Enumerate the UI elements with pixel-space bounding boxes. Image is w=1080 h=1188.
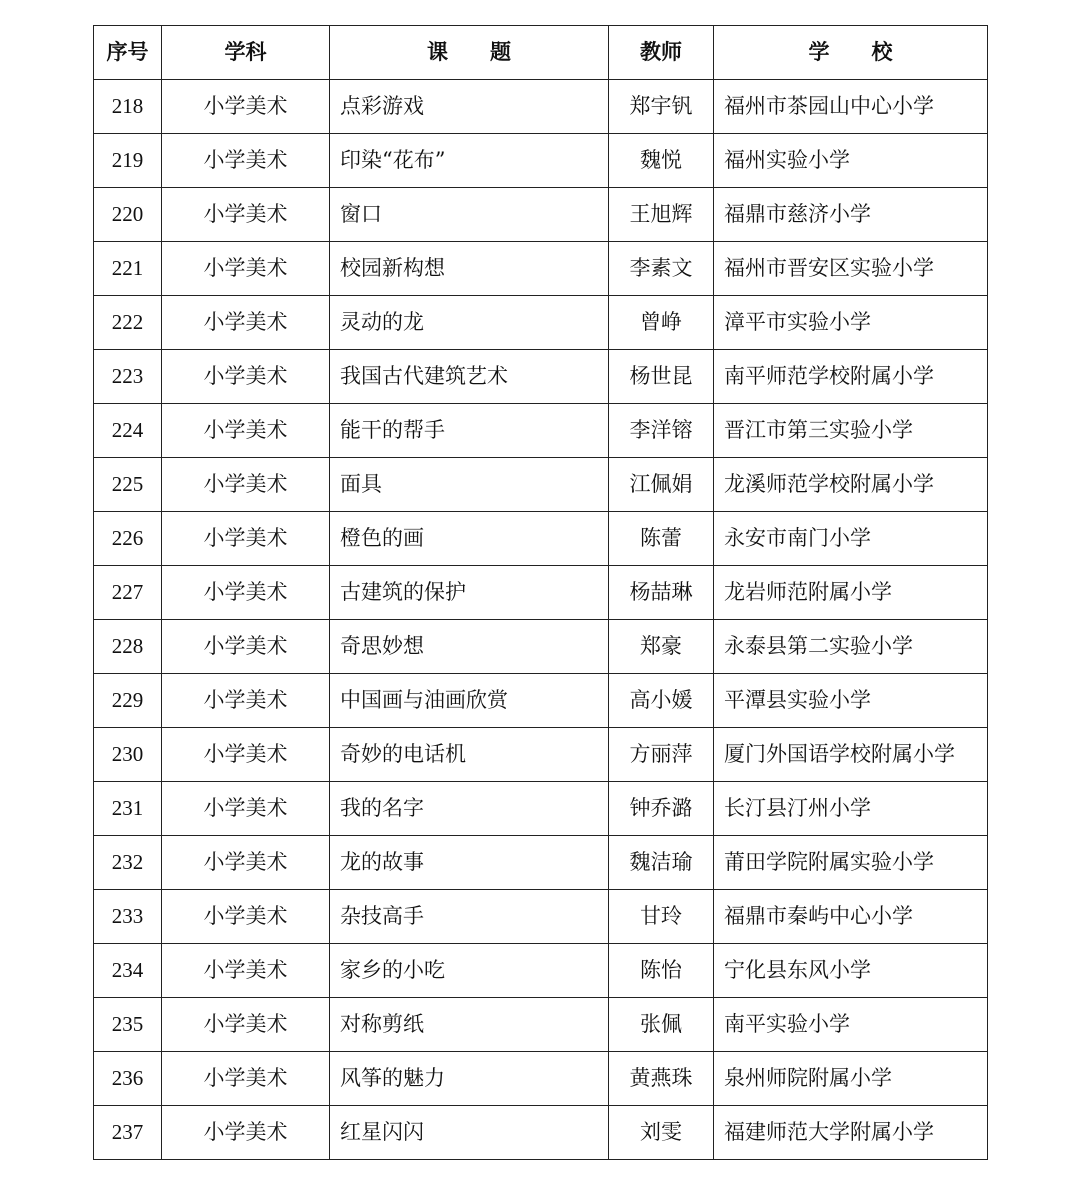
cell-topic: 家乡的小吃	[330, 944, 609, 998]
header-subject: 学科	[162, 26, 330, 80]
table-row	[94, 1106, 988, 1160]
cell-topic: 我国古代建筑艺术	[330, 350, 609, 404]
cell-topic: 奇妙的电话机	[330, 728, 609, 782]
cell-school: 龙岩师范附属小学	[714, 566, 988, 620]
cell-topic: 红星闪闪	[330, 1106, 609, 1160]
table-row	[94, 350, 988, 404]
cell-teacher: 杨喆琳	[609, 566, 714, 620]
cell-number: 236	[94, 1052, 162, 1106]
cell-topic: 我的名字	[330, 782, 609, 836]
table-row	[94, 674, 988, 728]
cell-topic: 印染“花布”	[330, 134, 609, 188]
cell-teacher: 杨世昆	[609, 350, 714, 404]
cell-subject: 小学美术	[162, 728, 330, 782]
cell-number: 220	[94, 188, 162, 242]
cell-subject: 小学美术	[162, 1052, 330, 1106]
cell-teacher: 陈怡	[609, 944, 714, 998]
cell-topic: 奇思妙想	[330, 620, 609, 674]
cell-teacher: 江佩娟	[609, 458, 714, 512]
table-row	[94, 728, 988, 782]
cell-topic: 窗口	[330, 188, 609, 242]
cell-number: 237	[94, 1106, 162, 1160]
cell-school: 厦门外国语学校附属小学	[714, 728, 988, 782]
cell-subject: 小学美术	[162, 620, 330, 674]
table-body	[94, 80, 988, 1160]
cell-topic: 龙的故事	[330, 836, 609, 890]
cell-school: 永安市南门小学	[714, 512, 988, 566]
cell-school: 泉州师院附属小学	[714, 1052, 988, 1106]
cell-subject: 小学美术	[162, 296, 330, 350]
cell-school: 南平师范学校附属小学	[714, 350, 988, 404]
cell-teacher: 钟乔潞	[609, 782, 714, 836]
cell-topic: 点彩游戏	[330, 80, 609, 134]
cell-topic: 对称剪纸	[330, 998, 609, 1052]
table-row	[94, 620, 988, 674]
cell-number: 221	[94, 242, 162, 296]
cell-topic: 能干的帮手	[330, 404, 609, 458]
cell-topic: 灵动的龙	[330, 296, 609, 350]
cell-topic: 校园新构想	[330, 242, 609, 296]
cell-school: 龙溪师范学校附属小学	[714, 458, 988, 512]
cell-subject: 小学美术	[162, 458, 330, 512]
cell-subject: 小学美术	[162, 836, 330, 890]
cell-school: 福建师范大学附属小学	[714, 1106, 988, 1160]
cell-teacher: 陈蕾	[609, 512, 714, 566]
cell-subject: 小学美术	[162, 998, 330, 1052]
cell-subject: 小学美术	[162, 80, 330, 134]
cell-teacher: 方丽萍	[609, 728, 714, 782]
table-row	[94, 836, 988, 890]
cell-teacher: 魏洁瑜	[609, 836, 714, 890]
cell-subject: 小学美术	[162, 134, 330, 188]
table-row	[94, 242, 988, 296]
cell-school: 福州市晋安区实验小学	[714, 242, 988, 296]
cell-number: 222	[94, 296, 162, 350]
cell-school: 晋江市第三实验小学	[714, 404, 988, 458]
cell-teacher: 刘雯	[609, 1106, 714, 1160]
cell-topic: 面具	[330, 458, 609, 512]
cell-school: 福鼎市秦屿中心小学	[714, 890, 988, 944]
cell-school: 平潭县实验小学	[714, 674, 988, 728]
cell-subject: 小学美术	[162, 188, 330, 242]
table-row	[94, 296, 988, 350]
cell-subject: 小学美术	[162, 404, 330, 458]
cell-number: 226	[94, 512, 162, 566]
cell-subject: 小学美术	[162, 890, 330, 944]
cell-school: 宁化县东风小学	[714, 944, 988, 998]
cell-school: 南平实验小学	[714, 998, 988, 1052]
cell-teacher: 黄燕珠	[609, 1052, 714, 1106]
cell-subject: 小学美术	[162, 782, 330, 836]
cell-number: 223	[94, 350, 162, 404]
cell-teacher: 高小媛	[609, 674, 714, 728]
cell-school: 福鼎市慈济小学	[714, 188, 988, 242]
cell-school: 莆田学院附属实验小学	[714, 836, 988, 890]
table-row	[94, 80, 988, 134]
table-row	[94, 1052, 988, 1106]
cell-number: 227	[94, 566, 162, 620]
header-row	[94, 26, 988, 80]
cell-number: 229	[94, 674, 162, 728]
cell-topic: 杂技高手	[330, 890, 609, 944]
table-row	[94, 404, 988, 458]
cell-teacher: 郑宇钒	[609, 80, 714, 134]
header-topic: 课 题	[330, 26, 609, 80]
cell-number: 230	[94, 728, 162, 782]
cell-topic: 中国画与油画欣赏	[330, 674, 609, 728]
cell-number: 219	[94, 134, 162, 188]
table-row	[94, 998, 988, 1052]
cell-teacher: 张佩	[609, 998, 714, 1052]
table-row	[94, 890, 988, 944]
cell-topic: 风筝的魅力	[330, 1052, 609, 1106]
cell-school: 长汀县汀州小学	[714, 782, 988, 836]
cell-number: 234	[94, 944, 162, 998]
cell-subject: 小学美术	[162, 242, 330, 296]
cell-number: 235	[94, 998, 162, 1052]
cell-teacher: 王旭辉	[609, 188, 714, 242]
cell-teacher: 曾峥	[609, 296, 714, 350]
cell-school: 漳平市实验小学	[714, 296, 988, 350]
cell-teacher: 甘玲	[609, 890, 714, 944]
cell-topic: 橙色的画	[330, 512, 609, 566]
lesson-roster-table	[93, 25, 988, 1160]
cell-teacher: 李洋镕	[609, 404, 714, 458]
cell-subject: 小学美术	[162, 566, 330, 620]
table-row	[94, 782, 988, 836]
header-school: 学 校	[714, 26, 988, 80]
table-row	[94, 188, 988, 242]
header-number: 序号	[94, 26, 162, 80]
cell-subject: 小学美术	[162, 944, 330, 998]
cell-school: 福州实验小学	[714, 134, 988, 188]
cell-number: 232	[94, 836, 162, 890]
cell-school: 永泰县第二实验小学	[714, 620, 988, 674]
table-row	[94, 134, 988, 188]
cell-subject: 小学美术	[162, 512, 330, 566]
cell-number: 228	[94, 620, 162, 674]
table-row	[94, 458, 988, 512]
cell-topic: 古建筑的保护	[330, 566, 609, 620]
cell-teacher: 郑豪	[609, 620, 714, 674]
cell-teacher: 李素文	[609, 242, 714, 296]
cell-teacher: 魏悦	[609, 134, 714, 188]
header-teacher: 教师	[609, 26, 714, 80]
cell-number: 224	[94, 404, 162, 458]
cell-number: 218	[94, 80, 162, 134]
cell-number: 231	[94, 782, 162, 836]
table-row	[94, 512, 988, 566]
cell-subject: 小学美术	[162, 674, 330, 728]
cell-number: 233	[94, 890, 162, 944]
cell-number: 225	[94, 458, 162, 512]
cell-subject: 小学美术	[162, 350, 330, 404]
cell-subject: 小学美术	[162, 1106, 330, 1160]
table-row	[94, 566, 988, 620]
cell-school: 福州市茶园山中心小学	[714, 80, 988, 134]
table-row	[94, 944, 988, 998]
